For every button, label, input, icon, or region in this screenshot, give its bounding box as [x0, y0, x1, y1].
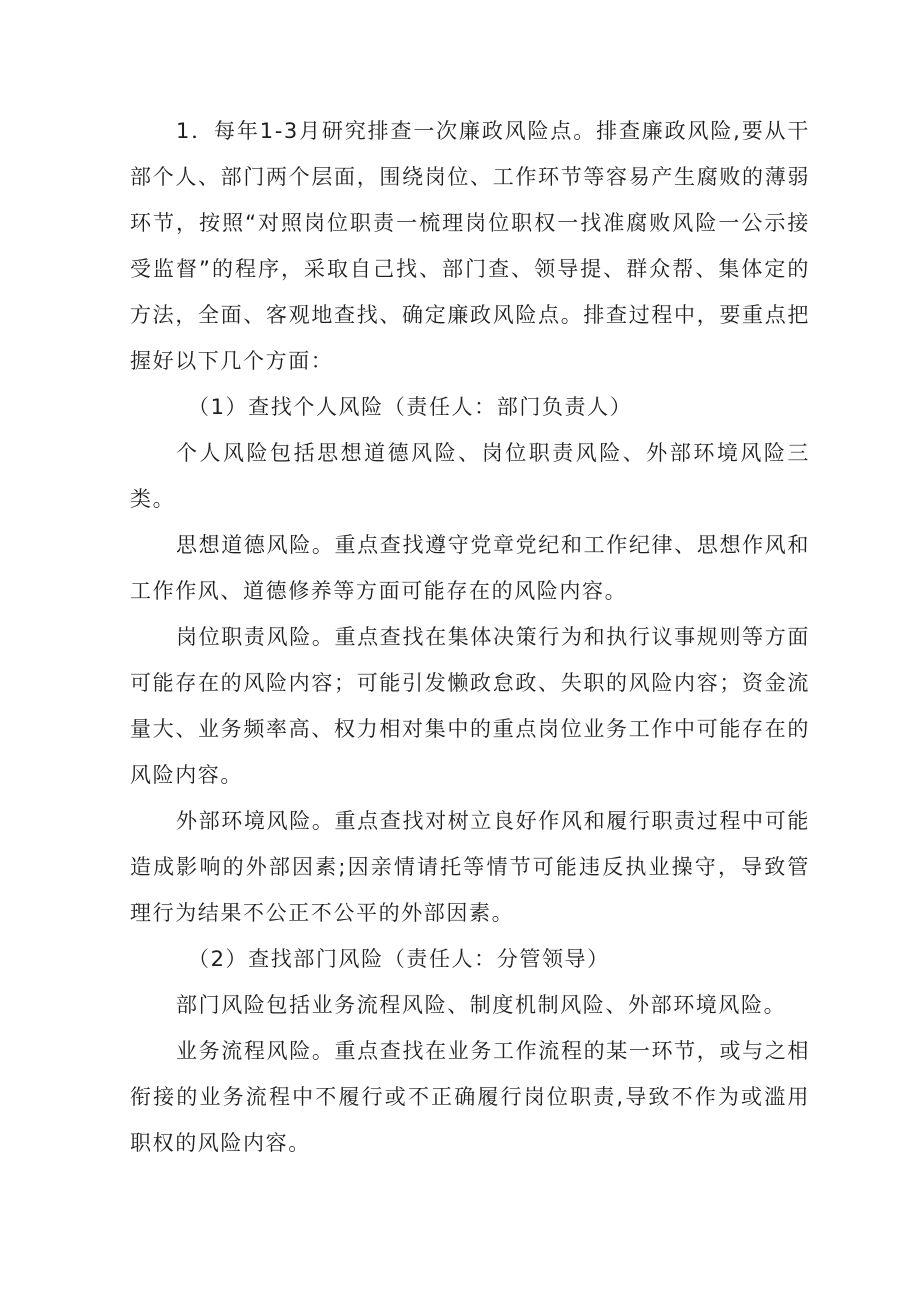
paragraph-personal-risk-types: 个人风险包括思想道德风险、岗位职责风险、外部环境风险三类。	[130, 441, 810, 511]
paragraph-external-risk: 外部环境风险。重点查找对树立良好作风和履行职责过程中可能造成影响的外部因素;因亲情请托等情节可能违反执业操守，导致管理行为结果不公正不公平的外部因素。	[130, 809, 810, 925]
heading-department-risk: （2）查找部门风险（责任人：分管领导）	[188, 947, 610, 971]
paragraph-department-risk-types: 部门风险包括业务流程风险、制度机制风险、外部环境风险。	[176, 993, 787, 1017]
paragraph-post-duty-risk: 岗位职责风险。重点查找在集体决策行为和执行议事规则等方面可能存在的风险内容；可能引发懒政怠政、失职的风险内容；资金流量大、业务频率高、权力相对集中的重点岗位业务工作中可能存在的风险内容。	[130, 625, 810, 787]
paragraph-risk-screening: 1．每年1-3月研究排查一次廉政风险点。排查廉政风险,要从干部个人、部门两个层面，围绕岗位、工作环节等容易产生腐败的薄弱环节，按照“对照岗位职责一梳理岗位职权一找准腐败风险一公示接受监督”的程序，采取自己找、部门查、领导提、群众帮、集体定的方法，全面、客观地查找、确定廉政风险点。排查过程中，要重点把握好以下几个方面：	[130, 119, 810, 373]
heading-personal-risk: （1）查找个人风险（责任人：部门负责人）	[188, 395, 633, 419]
document-body	[130, 108, 810, 1166]
paragraph-moral-risk: 思想道德风险。重点查找遵守党章党纪和工作纪律、思想作风和工作作风、道德修养等方面可能存在的风险内容。	[130, 533, 810, 603]
paragraph-business-process-risk: 业务流程风险。重点查找在业务工作流程的某一环节，或与之相衔接的业务流程中不履行或不正确履行岗位职责,导致不作为或滥用职权的风险内容。	[130, 1039, 810, 1155]
